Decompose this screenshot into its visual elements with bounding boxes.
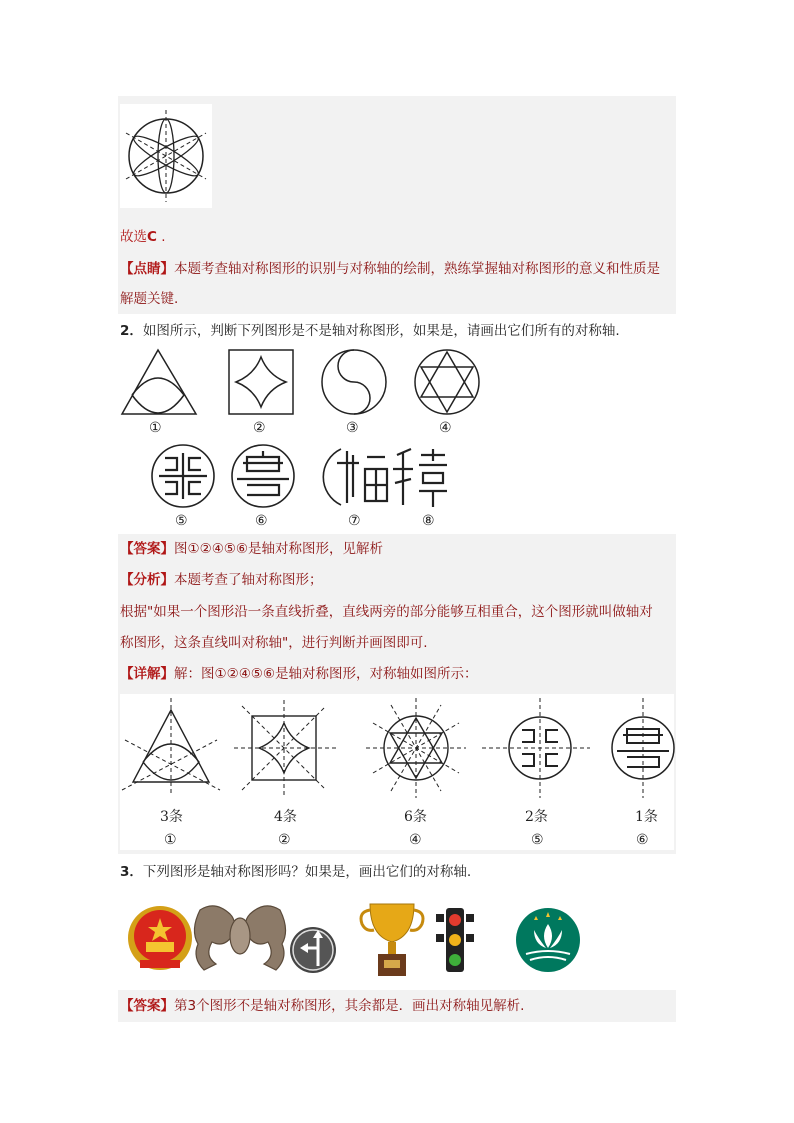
question-2-figures bbox=[115, 345, 675, 530]
axis-count-5: 1条 bbox=[635, 809, 658, 825]
trophy-icon bbox=[361, 904, 423, 976]
figure-label-3: ③ bbox=[346, 420, 359, 436]
analysis-line-2: 称图形，这条直线叫对称轴"，进行判断并画图即可. bbox=[120, 635, 428, 651]
figure-label-6: ⑥ bbox=[255, 513, 268, 529]
conclusion-line bbox=[120, 222, 166, 252]
conclusion-prefix: 故选 bbox=[120, 229, 147, 245]
figure-6-seal bbox=[232, 445, 294, 507]
analysis-tag: 【分析】 bbox=[120, 572, 174, 588]
answer-text: 第3个图形不是轴对称图形，其余都是．画出对称轴见解析. bbox=[174, 998, 525, 1014]
axis-count-2: 4条 bbox=[274, 809, 297, 825]
answer-tag: 【答案】 bbox=[120, 541, 174, 557]
answer-tag: 【答案】 bbox=[120, 998, 174, 1014]
axis-label-2: ② bbox=[278, 832, 291, 848]
question-number: 3． bbox=[120, 864, 143, 880]
figure-8-seal bbox=[393, 449, 447, 507]
axis-label-4: ⑤ bbox=[531, 832, 544, 848]
figure-label-7: ⑦ bbox=[348, 513, 361, 529]
figure-4-hexagram bbox=[415, 350, 479, 414]
question-3-icons bbox=[120, 900, 590, 980]
detail-text: 解：图①②④⑤⑥是轴对称图形，对称轴如图所示： bbox=[174, 666, 478, 682]
figure-label-2: ② bbox=[253, 420, 266, 436]
figure-7-seal bbox=[323, 449, 387, 505]
answer-text: 图①②④⑤⑥是轴对称图形，见解析 bbox=[174, 541, 384, 557]
comment-line-2: 解题关键. bbox=[120, 291, 179, 307]
figure-label-1: ① bbox=[149, 420, 162, 436]
analysis-line-1: 根据"如果一个图形沿一条直线折叠，直线两旁的部分能够互相重合，这个图形就叫做轴对 bbox=[120, 604, 653, 620]
ornament-icon bbox=[194, 906, 285, 970]
question-text: 如图所示，判断下列图形是不是轴对称图形，如果是，请画出它们所有的对称轴. bbox=[142, 323, 620, 339]
analysis-line bbox=[120, 565, 323, 595]
figure-label-4: ④ bbox=[439, 420, 452, 436]
axis-label-3: ④ bbox=[409, 832, 422, 848]
traffic-light-icon bbox=[436, 908, 474, 972]
figure-label-8: ⑧ bbox=[422, 513, 435, 529]
axis-figures bbox=[120, 694, 674, 850]
axis-count-4: 2条 bbox=[525, 809, 548, 825]
turn-left-sign-icon bbox=[290, 927, 336, 973]
detail-tag: 【详解】 bbox=[120, 666, 174, 682]
axis-count-3: 6条 bbox=[404, 809, 427, 825]
question-2-title bbox=[120, 316, 620, 346]
figure-1-triangle bbox=[122, 350, 196, 414]
axis-count-1: 3条 bbox=[160, 809, 183, 825]
figure-2-square bbox=[229, 350, 293, 414]
axis-label-5: ⑥ bbox=[636, 832, 649, 848]
flower-figure bbox=[120, 104, 212, 208]
analysis-text: 本题考查了轴对称图形； bbox=[174, 572, 323, 588]
conclusion-suffix: . bbox=[156, 229, 166, 245]
question-number: 2． bbox=[120, 323, 143, 339]
comment-line-1 bbox=[120, 254, 660, 284]
figure-label-5: ⑤ bbox=[175, 513, 188, 529]
comment-text: 本题考查轴对称图形的识别与对称轴的绘制，熟练掌握轴对称图形的意义和性质是 bbox=[174, 261, 660, 277]
question-text: 下列图形是轴对称图形吗？如果是，画出它们的对称轴. bbox=[142, 864, 472, 880]
question-3-title bbox=[120, 857, 471, 887]
figure-5-seal bbox=[152, 445, 214, 507]
detail-line bbox=[120, 659, 478, 689]
answer-line-2 bbox=[120, 534, 383, 564]
figure-3-yinyang bbox=[322, 350, 386, 414]
conclusion-answer: C bbox=[147, 229, 157, 245]
axis-label-1: ① bbox=[164, 832, 177, 848]
comment-tag: 【点睛】 bbox=[120, 261, 174, 277]
national-emblem-icon bbox=[128, 906, 192, 970]
macau-emblem-icon bbox=[516, 908, 580, 972]
answer-line-3 bbox=[120, 991, 524, 1021]
